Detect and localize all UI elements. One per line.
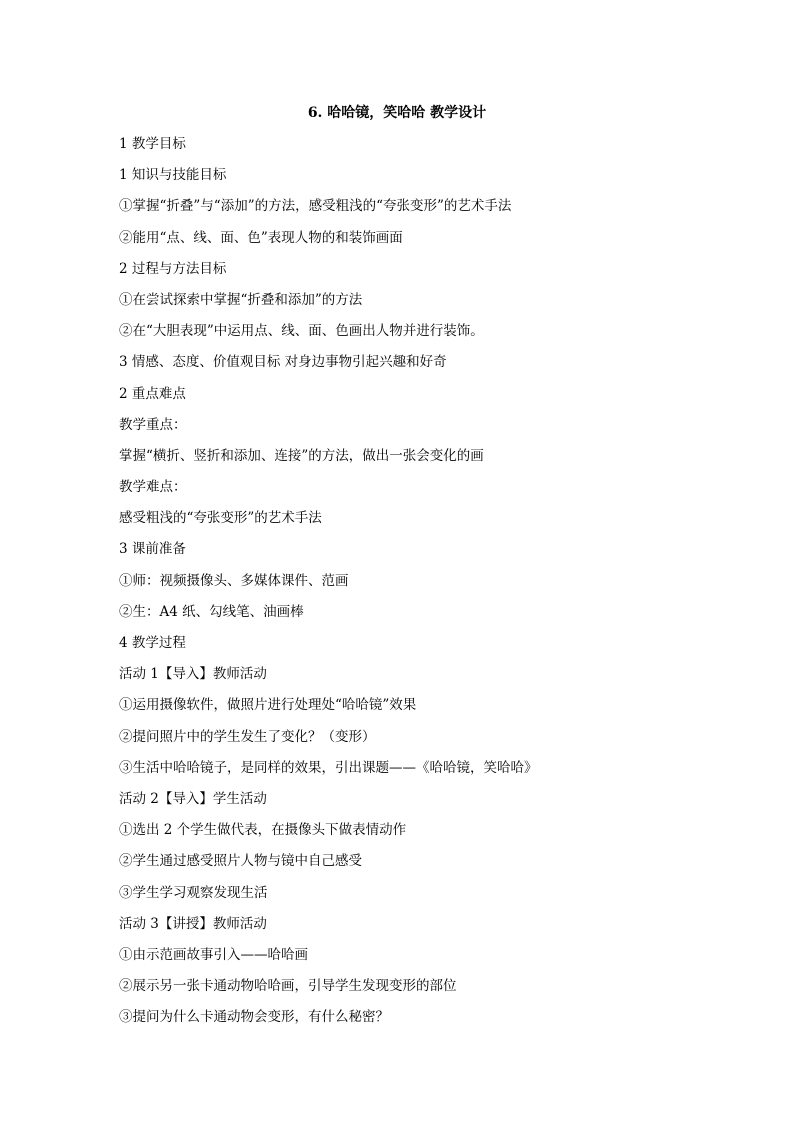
activity-heading: 活动 1【导入】教师活动 xyxy=(119,666,267,683)
paragraph: ①在尝试探索中掌握“折叠和添加”的方法 xyxy=(119,291,363,308)
heading-teaching-process: 4 教学过程 xyxy=(119,635,186,651)
paragraph: ②学生通过感受照片人物与镜中自己感受 xyxy=(119,853,362,870)
paragraph: 掌握“横折、竖折和添加、连接”的方法，做出一张会变化的画 xyxy=(119,447,484,464)
label-key-points: 教学重点： xyxy=(119,416,187,433)
paragraph: ③提问为什么卡通动物会变形，有什么秘密？ xyxy=(119,1009,389,1026)
activity-heading: 活动 3【讲授】教师活动 xyxy=(119,915,267,932)
paragraph: ②在“大胆表现”中运用点、线、面、色画出人物并进行装饰。 xyxy=(119,323,484,340)
subheading-emotion-values: 3 情感、态度、价值观目标 对身边事物引起兴趣和好奇 xyxy=(119,354,447,371)
paragraph: ②展示另一张卡通动物哈哈画，引导学生发现变形的部位 xyxy=(119,978,457,995)
paragraph: ①选出 2 个学生做代表，在摄像头下做表情动作 xyxy=(119,822,407,839)
paragraph: ①由示范画故事引入——哈哈画 xyxy=(119,946,308,963)
paragraph: ①运用摄像软件，做照片进行处理处“哈哈镜”效果 xyxy=(119,697,417,714)
paragraph: ②能用“点、线、面、色”表现人物的和装饰画面 xyxy=(119,229,403,246)
label-difficulties: 教学难点： xyxy=(119,479,187,496)
paragraph: ③学生学习观察发现生活 xyxy=(119,884,268,901)
paragraph: 感受粗浅的“夸张变形”的艺术手法 xyxy=(119,510,322,527)
activity-heading: 活动 2【导入】学生活动 xyxy=(119,790,267,807)
heading-key-difficulties: 2 重点难点 xyxy=(119,385,186,402)
paragraph: ①师：视频摄像头、多媒体课件、范画 xyxy=(119,572,349,589)
subheading-process-method: 2 过程与方法目标 xyxy=(119,260,227,277)
paragraph: ②提问照片中的学生发生了变化？（变形） xyxy=(119,728,376,745)
heading-preparation: 3 课前准备 xyxy=(119,541,186,558)
paragraph: ②生：A4 纸、勾线笔、油画棒 xyxy=(119,603,304,620)
document-body xyxy=(119,134,739,1038)
paragraph: ③生活中哈哈镜子，是同样的效果，引出课题——《哈哈镜，笑哈哈》 xyxy=(119,759,538,776)
heading-teaching-goals: 1 教学目标 xyxy=(119,136,186,152)
paragraph: ①掌握“折叠”与“添加”的方法，感受粗浅的“夸张变形”的艺术手法 xyxy=(119,198,512,215)
document-title: 6. 哈哈镜，笑哈哈 教学设计 xyxy=(307,105,487,121)
subheading-knowledge-skills: 1 知识与技能目标 xyxy=(119,167,227,184)
